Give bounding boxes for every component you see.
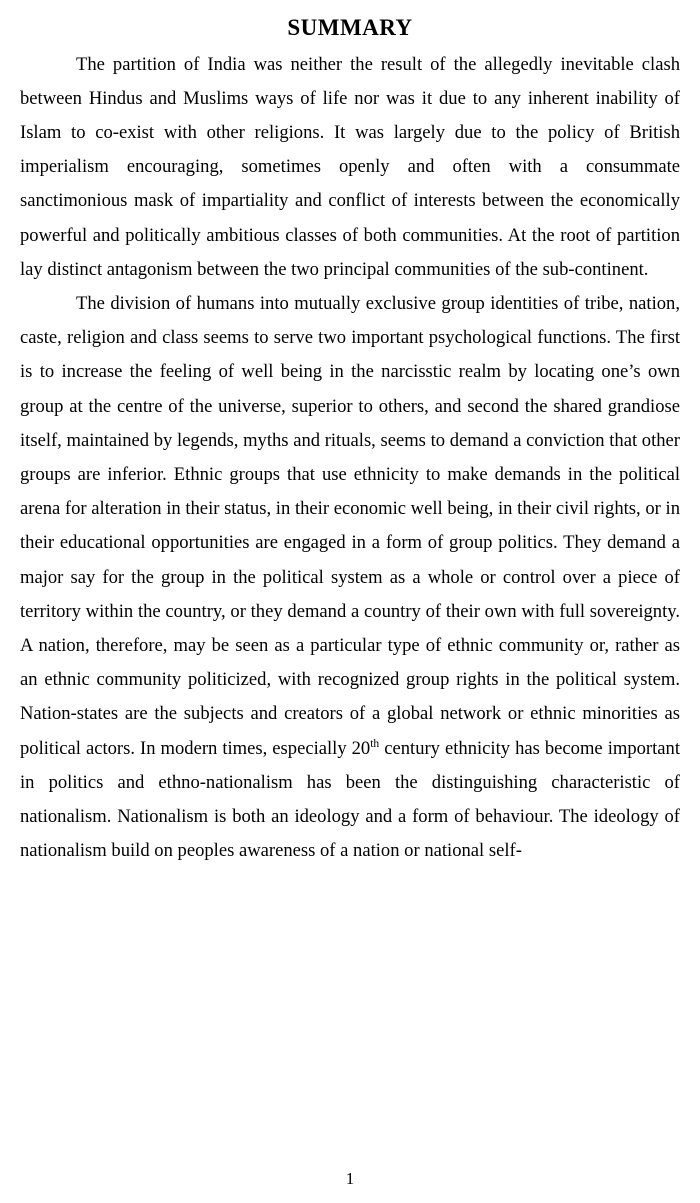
paragraph-2 (20, 287, 680, 868)
paragraph-2-tail: century ethnicity has become important in politics and ethno-nationalism has been the distinguishing characteristic of nationalism. Nationalism is both an ideology and a form of behaviour. The ideology of nationalism build on peoples awareness of a nation or national self- (20, 737, 681, 862)
document-body (20, 48, 680, 1169)
page-title: SUMMARY (287, 15, 413, 40)
page-number: 1 (345, 1169, 355, 1188)
paragraph-2-main: The division of humans into mutually exclusive group identities of tribe, nation, caste, religion and class seems to serve two important psychological functions. The first is to increase the feeling of well being in the narcisstic realm by locating one’s own group at the centre of the universe, superior to others, and second the shared grandiose itself, maintained by legends, myths and rituals, seems to demand a conviction that other groups are inferior. Ethnic groups that use ethnicity to make demands in the political arena for alteration in their status, in their economic well being, in their civil rights, or in their educational opportunities are engaged in a form of group politics. They demand a major say for the group in the political system as a whole or control over a piece of territory within the country, or they demand a country of their own with full sovereignty. A nation, therefore, may be seen as a particular type of ethnic community or, rather as an ethnic community politicized, with recognized group rights in the political system. Nation-states are the subjects and creators of a global network or ethnic minorities as political actors. In modern times, especially 20 (20, 293, 680, 759)
ordinal-superscript: th (370, 737, 380, 750)
paragraph-1: The partition of India was neither the result of the allegedly inevitable clash between Hindus and Muslims ways of life nor was it due to any inherent inability of Islam to co-exist with other religions. It was largely due to the policy of British imperialism encouraging, sometimes openly and often with a consummate sanctimonious mask of impartiality and conflict of interests between the economically powerful and politically ambitious classes of both communities. At the root of partition lay distinct antagonism between the two principal communities of the sub-continent. (20, 53, 680, 280)
